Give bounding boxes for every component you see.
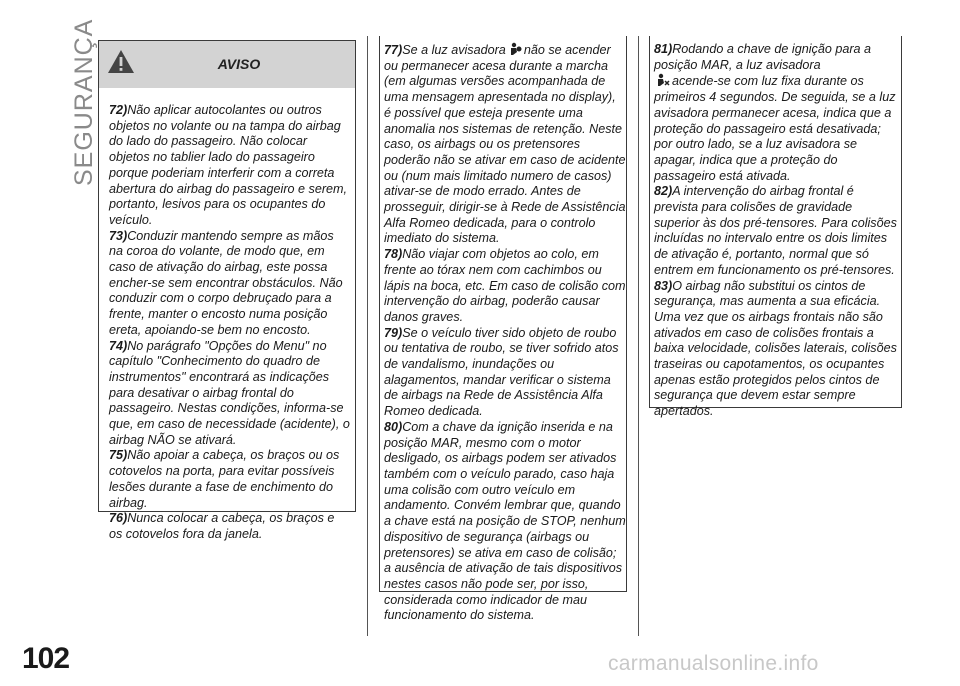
- note-76: 76)Nunca colocar a cabeça, os braços e os cotovelos fora da janela.: [109, 511, 335, 541]
- note-72: 72)Não aplicar autocolantes ou outros objetos no volante ou na tampa do airbag do lado do passageiro. Não colocar objetos no tablier lado do passageiro porque poderiam interferir com a correta abertura do airbag do passageiro e serem, portanto, lesivos para os ocupantes do veículo.: [109, 103, 348, 227]
- note-74: 74)No parágrafo "Opções do Menu" no capítulo "Conhecimento do quadro de instrumentos" encontrará as indicações para desativar o airbag frontal do passageiro. Nestas condições, informa-se que, em caso de necessidade (acidente), o airbag NÃO se ativará.: [109, 338, 350, 447]
- notes-column-2: [384, 42, 626, 624]
- note-81: 81)Rodando a chave de ignição para a posição MAR, a luz avisadora acende-se com luz fixa durante os primeiros 4 segundos. De seguida, se a luz avisadora permanecer acesa, indica que a proteção do passageiro está desativada; por outro lado, se a luz avisadora se apagar, indica que a proteção do passageiro está ativada.: [654, 42, 896, 183]
- watermark-text: carmanualsonline.info: [608, 652, 819, 675]
- note-80: 80)Com a chave da ignição inserida e na posição MAR, mesmo com o motor desligado, os airbags podem ser ativados também com o veículo parado, caso haja uma colisão com outro veículo em andamento. Convém lembrar que, quando a chave está na posição de STOP, nenhum dispositivo de segurança (airbags ou pretensores) se ativa em caso de colisão; a ausência de ativação de tais dispositivos nestes casos não pode ser, por isso, considerada como indicador de mau funcionamento do sistema.: [384, 419, 626, 623]
- note-79: 79)Se o veículo tiver sido objeto de roubo ou tentativa de roubo, se tiver sofrido atos de vandalismo, inundações ou alagamentos, mandar verificar o sistema de airbags na Rede de Assistência Alfa Romeo dedicada.: [384, 325, 619, 419]
- warning-box: [98, 40, 356, 541]
- note-83: 83)O airbag não substitui os cintos de segurança, mas aumenta a sua eficácia. Uma vez que os airbags frontais não são ativados em caso de colisões frontais a baixa velocidade, colisões laterais, colisões traseiras ou capotamentos, os ocupantes apenas estão protegidos pelos cintos de segurança que devem estar sempre apertados.: [654, 278, 897, 419]
- note-77: 77)Se a luz avisadora não se acender ou permanecer acesa durante a marcha (em algumas versões acompanhada de uma mensagem apresentada no display), é possível que esteja presente uma anomalia nos sistemas de retenção. Neste caso, os airbags ou os pretensores poderão não se ativar em caso de acidente ou (num mais limitado numero de casos) ativar-se de modo errado. Antes de prosseguir, dirigir-se à Rede de Assistência Alfa Romeo dedicada, para o controlo imediato do sistema.: [384, 43, 626, 246]
- section-title: SEGURANÇA: [70, 18, 98, 186]
- page-number: 102: [22, 642, 70, 675]
- note-75: 75)Não apoiar a cabeça, os braços ou os cotovelos na porta, para evitar possíveis lesões durante a fase de enchimento do airbag.: [109, 448, 340, 510]
- note-78: 78)Não viajar com objetos ao colo, em frente ao tórax nem com cachimbos ou lápis na boca, etc. Em caso de colisão com intervenção do airbag, poderão causar danos graves.: [384, 247, 626, 324]
- note-82: 82)A intervenção do airbag frontal é prevista para colisões de gravidade superior às dos pré-tensores. Para colisões incluídas no intervalo entre os dois limites de ativação é, portanto, normal que só entrem em funcionamento os pré-tensores.: [654, 184, 897, 277]
- note-73: 73)Conduzir mantendo sempre as mãos na coroa do volante, de modo que, em caso de ativação do airbag, este possa encher-se sem encontrar obstáculos. Não conduzir com o corpo debruçado para a frente, manter o encosto numa posição ereta, apoiando-se bem no encosto.: [109, 228, 343, 337]
- warning-notes: [109, 103, 351, 543]
- warning-title: AVISO: [217, 56, 261, 72]
- warning-header: [99, 41, 355, 88]
- column-divider: [367, 36, 368, 636]
- passenger-airbag-off-icon: [656, 73, 670, 87]
- notes-column-3: [654, 42, 900, 420]
- notes-box-3: [649, 36, 902, 419]
- notes-box-2: [379, 36, 627, 623]
- airbag-warning-light-icon: [508, 42, 522, 56]
- column-divider: [638, 36, 639, 636]
